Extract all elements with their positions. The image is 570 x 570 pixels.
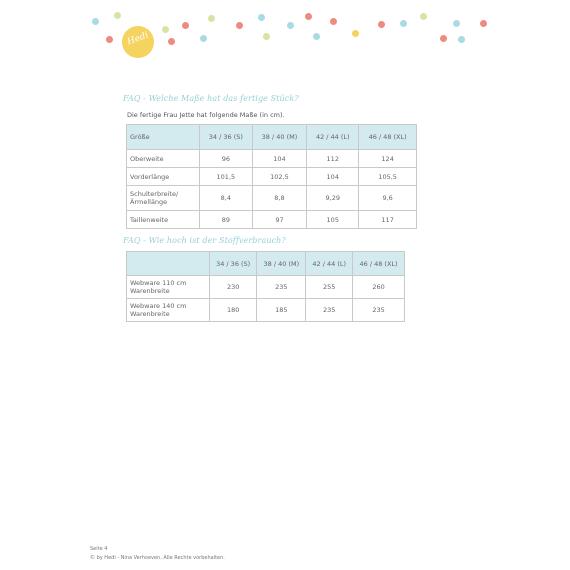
col-header: 34 / 36 (S) bbox=[210, 252, 257, 276]
dot bbox=[182, 22, 189, 29]
table-cell: 105 bbox=[307, 211, 359, 229]
dot bbox=[313, 33, 320, 40]
confetti-dots-decoration bbox=[0, 0, 570, 60]
table-cell: 89 bbox=[200, 211, 253, 229]
table-cell: 230 bbox=[210, 276, 257, 299]
fabric-table bbox=[126, 251, 405, 322]
dot bbox=[453, 20, 460, 27]
dot bbox=[378, 21, 385, 28]
table-cell: 117 bbox=[359, 211, 417, 229]
table-cell: 104 bbox=[307, 168, 359, 186]
table-cell: 124 bbox=[359, 150, 417, 168]
table-cell: 102,5 bbox=[252, 168, 307, 186]
dot bbox=[208, 15, 215, 22]
table-cell: 235 bbox=[257, 276, 306, 299]
table-cell: 8,8 bbox=[252, 186, 307, 211]
dot bbox=[305, 13, 312, 20]
dot bbox=[287, 22, 294, 29]
logo-text: Hedi bbox=[126, 30, 150, 48]
dot bbox=[420, 13, 427, 20]
dot bbox=[352, 30, 359, 37]
measurements-intro: Die fertige Frau Jette hat folgende Maße (in cm). bbox=[127, 111, 285, 119]
row-label: Webware 110 cm Warenbreite bbox=[127, 276, 210, 299]
col-header: 34 / 36 (S) bbox=[200, 125, 253, 150]
dot bbox=[400, 20, 407, 27]
dot bbox=[200, 35, 207, 42]
table-cell: 235 bbox=[306, 299, 353, 322]
col-header: 46 / 48 (XL) bbox=[359, 125, 417, 150]
table-row bbox=[127, 276, 405, 299]
table-cell: 104 bbox=[252, 150, 307, 168]
dot bbox=[258, 14, 265, 21]
table-cell: 97 bbox=[252, 211, 307, 229]
table-cell: 260 bbox=[353, 276, 405, 299]
table-cell: 9,6 bbox=[359, 186, 417, 211]
table-cell: 255 bbox=[306, 276, 353, 299]
table-cell: 96 bbox=[200, 150, 253, 168]
table-cell: 235 bbox=[353, 299, 405, 322]
col-header: 42 / 44 (L) bbox=[306, 252, 353, 276]
table-row bbox=[127, 168, 417, 186]
faq-heading-measurements: FAQ - Welche Maße hat das fertige Stück? bbox=[123, 94, 299, 103]
table-header-row bbox=[127, 125, 417, 150]
dot bbox=[263, 33, 270, 40]
faq-heading-fabric: FAQ - Wie hoch ist der Stoffverbrauch? bbox=[123, 236, 286, 245]
table-cell: 112 bbox=[307, 150, 359, 168]
col-header bbox=[127, 252, 210, 276]
dot bbox=[458, 36, 465, 43]
table-cell: 101,5 bbox=[200, 168, 253, 186]
measurements-table bbox=[126, 124, 417, 229]
col-header: 38 / 40 (M) bbox=[252, 125, 307, 150]
table-cell: 9,29 bbox=[307, 186, 359, 211]
col-header: 38 / 40 (M) bbox=[257, 252, 306, 276]
row-label: Webware 140 cm Warenbreite bbox=[127, 299, 210, 322]
dot bbox=[114, 12, 121, 19]
brand-logo bbox=[122, 26, 154, 58]
table-cell: 180 bbox=[210, 299, 257, 322]
table-cell: 185 bbox=[257, 299, 306, 322]
col-header: 46 / 48 (XL) bbox=[353, 252, 405, 276]
copyright-notice: © by Hedi - Nina Verhoeven. Alle Rechte vorbehalten. bbox=[90, 555, 225, 561]
dot bbox=[106, 36, 113, 43]
row-label: Vorderlänge bbox=[127, 168, 200, 186]
dot bbox=[440, 35, 447, 42]
dot bbox=[330, 18, 337, 25]
table-row bbox=[127, 186, 417, 211]
row-label: Taillenweite bbox=[127, 211, 200, 229]
table-header-row bbox=[127, 252, 405, 276]
table-row bbox=[127, 299, 405, 322]
dot bbox=[236, 22, 243, 29]
table-row bbox=[127, 211, 417, 229]
row-label: Schulterbreite/ Ärmellänge bbox=[127, 186, 200, 211]
table-row bbox=[127, 150, 417, 168]
row-label: Oberweite bbox=[127, 150, 200, 168]
dot bbox=[480, 20, 487, 27]
dot bbox=[168, 38, 175, 45]
dot bbox=[92, 18, 99, 25]
table-cell: 8,4 bbox=[200, 186, 253, 211]
dot bbox=[162, 26, 169, 33]
col-header: 42 / 44 (L) bbox=[307, 125, 359, 150]
col-header: Größe bbox=[127, 125, 200, 150]
page-number: Seite 4 bbox=[90, 546, 108, 552]
table-cell: 105,5 bbox=[359, 168, 417, 186]
